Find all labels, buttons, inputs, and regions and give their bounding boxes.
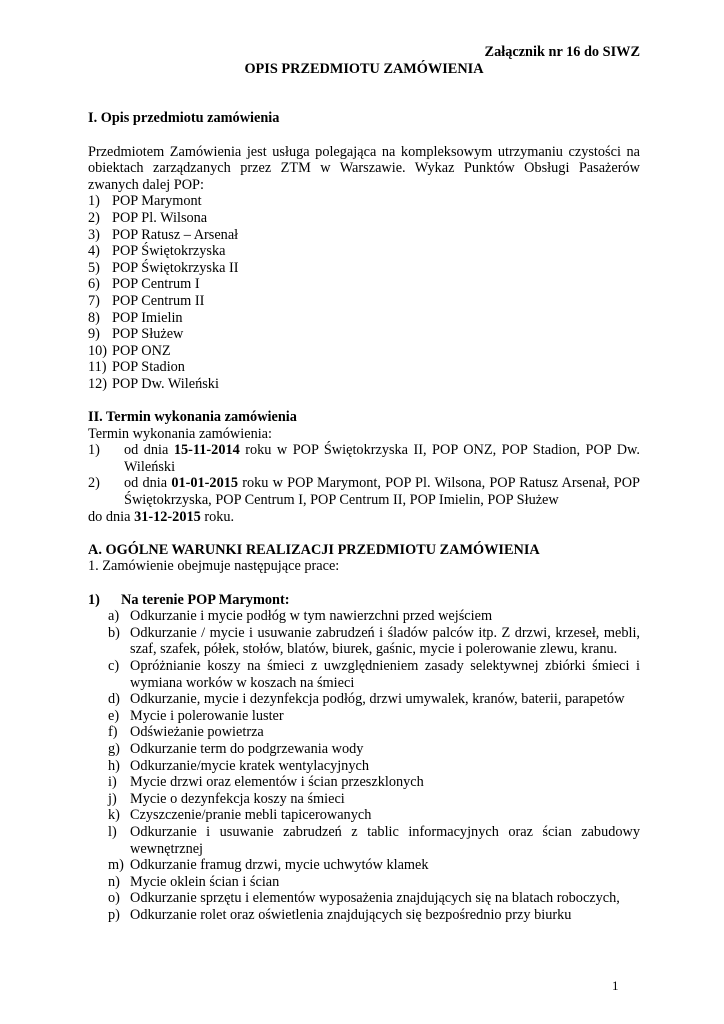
term-number: 2) [88,475,100,492]
list-item-number: 4) [88,243,100,260]
section-1-intro: Przedmiotem Zamówienia jest usługa polegająca na kompleksowym utrzymaniu czystości na obiektach zarządzanych przez ZTM w Warszawie. Wykaz Punktów Obsługi Pasażerów zwanych dalej POP: [88,143,640,193]
task-text: Mycie o dezynfekcja koszy na śmieci [130,790,345,807]
task-text: Odkurzanie/mycie kratek wentylacyjnych [130,757,369,774]
list-item-number: 3) [88,226,100,243]
list-item-text: POP Imielin [112,309,183,326]
list-item [88,359,640,376]
list-item-number: 2) [88,209,100,226]
list-item [88,260,640,277]
term-list [88,442,640,508]
term-end: do dnia 31-12-2015 roku. [88,508,235,525]
task-item [108,874,640,891]
term-label: Termin wykonania zamówienia: [88,425,273,442]
task-item [108,758,640,775]
task-text: Mycie oklein ścian i ścian [130,873,280,890]
task-text: Odkurzanie sprzętu i elementów wyposażenia znajdujących się na blatach roboczych, [130,890,620,907]
task-item [108,741,640,758]
task-letter: d) [108,691,120,708]
list-item [88,376,640,393]
document-page [88,44,640,923]
list-item-number: 10) [88,342,108,359]
section-a-heading: A. OGÓLNE WARUNKI REALIZACJI PRZEDMIOTU ZAMÓWIENIA [88,541,540,558]
list-item-number: 12) [88,375,108,392]
task-text: Odkurzanie term do podgrzewania wody [130,740,364,757]
task-text: Czyszczenie/pranie mebli tapicerowanych [130,807,372,824]
list-item-text: POP Świętokrzyska II [112,259,239,276]
task-letter: b) [108,624,120,641]
list-item-text: POP Centrum I [112,276,200,293]
list-item [88,227,640,244]
task-letter: a) [108,608,120,625]
term-pre: od dnia [124,442,174,459]
task-letter: g) [108,740,120,757]
page-number: 1 [612,978,619,993]
task-item [108,907,640,924]
list-item [88,310,640,327]
task-text: Odkurzanie / mycie i usuwanie zabrudzeń i śladów palców itp. Z drzwi, krzeseł, mebli, szaf, szafek, półek, stołów, blatów, biurek, gaśnic, mycie i polerowanie zlewu, kranu. [130,624,640,658]
document-title: OPIS PRZEDMIOTU ZAMÓWIENIA [244,60,484,77]
task-item [108,708,640,725]
task-text: Odkurzanie framug drzwi, mycie uchwytów klamek [130,857,429,874]
list-item-number: 9) [88,326,100,343]
list-item [88,343,640,360]
list-item [88,276,640,293]
subsection-number: 1) [88,591,100,608]
list-item-number: 6) [88,276,100,293]
term-item [88,442,640,475]
list-item-text: POP ONZ [112,342,171,359]
task-letter: m) [108,857,124,874]
task-letter: i) [108,774,117,791]
section-2-heading: II. Termin wykonania zamówienia [88,409,297,426]
task-letter: n) [108,873,120,890]
task-text: Odkurzanie i mycie podłóg w tym nawierzchni przed wejściem [130,608,493,625]
task-letter: e) [108,707,120,724]
task-text: Mycie i polerowanie luster [130,707,284,724]
attachment-label: Załącznik nr 16 do SIWZ [484,44,640,60]
term-date: 15-11-2014 [173,442,240,459]
list-item [88,210,640,227]
list-item [88,193,640,210]
task-letter: p) [108,906,120,923]
task-letter: o) [108,890,120,907]
task-letter: k) [108,807,120,824]
list-item-text: POP Stadion [112,359,185,376]
task-letter: h) [108,757,120,774]
task-text: Opróżnianie koszy na śmieci z uwzględnieniem zasady selektywnej zbiórki śmieci i wymiana worków w koszach na śmieci [130,657,640,691]
pop-list [88,193,640,392]
list-item-number: 1) [88,193,100,210]
list-item-number: 7) [88,292,100,309]
list-item [88,326,640,343]
task-text: Mycie drzwi oraz elementów i ścian przeszklonych [130,774,424,791]
task-letter: l) [108,823,117,840]
section-1-heading: I. Opis przedmiotu zamówienia [88,110,280,127]
task-text: Odświeżanie powietrza [130,724,264,741]
list-item-text: POP Centrum II [112,292,205,309]
term-item [88,475,640,508]
list-item-text: POP Dw. Wileński [112,375,219,392]
task-item [108,724,640,741]
task-item [108,774,640,791]
task-list [108,608,640,923]
list-item-number: 11) [88,359,107,376]
list-item [88,243,640,260]
task-letter: c) [108,657,120,674]
task-item [108,857,640,874]
task-letter: f) [108,724,118,741]
term-text [112,442,640,475]
list-item-number: 8) [88,309,100,326]
list-item-text: POP Świętokrzyska [112,243,226,260]
list-item [88,293,640,310]
task-text: Odkurzanie i usuwanie zabrudzeń z tablic informacyjnych oraz ścian zabudowy wewnętrznej [130,823,640,857]
list-item-text: POP Służew [112,326,184,343]
term-post: roku w POP Marymont, POP Pl. Wilsona, POP Ratusz Arsenał, POP Świętokrzyska, POP Centrum I, POP Centrum II, POP Imielin, POP Służew [124,475,641,509]
list-item-text: POP Pl. Wilsona [112,209,208,226]
list-item-text: POP Marymont [112,193,202,210]
term-pre: od dnia [124,475,172,492]
task-item [108,691,640,708]
task-item [108,890,640,907]
list-item-number: 5) [88,259,100,276]
task-item [108,824,640,857]
term-number: 1) [88,442,100,459]
end-date: 31-12-2015 [134,508,201,525]
task-item [108,807,640,824]
term-text [112,475,640,508]
task-letter: j) [108,790,117,807]
task-item [108,658,640,691]
task-text: Odkurzanie, mycie i dezynfekcja podłóg, drzwi umywalek, kranów, baterii, parapetów [130,691,625,708]
subsection-marymont [88,592,640,609]
subsection-title: Na terenie POP Marymont: [121,591,290,608]
term-date: 01-01-2015 [171,475,239,492]
task-item [108,608,640,625]
task-text: Odkurzanie rolet oraz oświetlenia znajdujących się bezpośrednio przy biurku [130,906,572,923]
term-post: roku w POP Świętokrzyska II, POP ONZ, POP Stadion, POP Dw. Wileński [124,442,640,475]
task-item [108,625,640,658]
list-item-text: POP Ratusz – Arsenał [112,226,239,243]
section-a-item-1: 1. Zamówienie obejmuje następujące prace: [88,558,340,575]
task-item [108,791,640,808]
